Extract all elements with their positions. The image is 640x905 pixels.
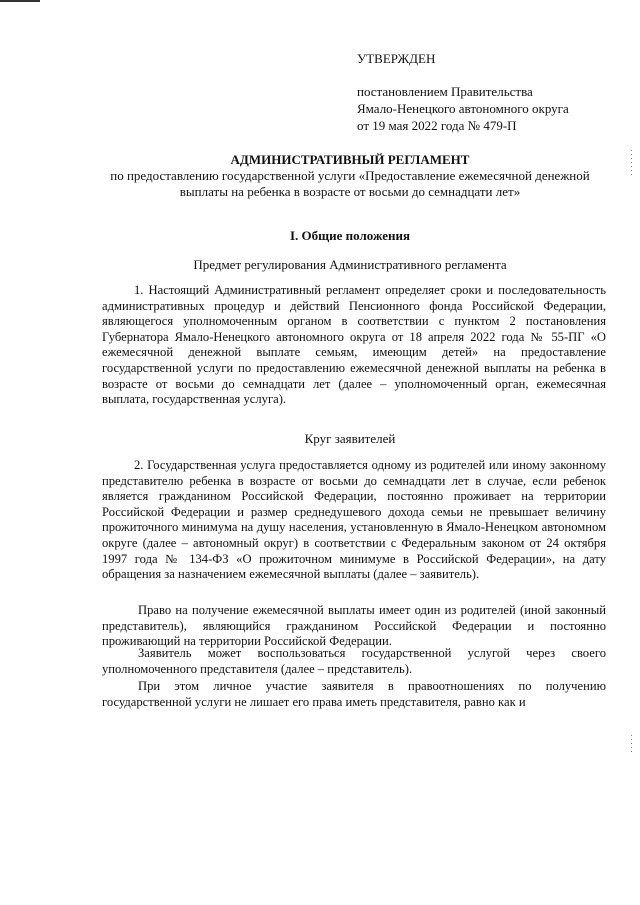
approval-line-3: от 19 мая 2022 года № 479-П bbox=[357, 118, 517, 133]
document-title: АДМИНИСТРАТИВНЫЙ РЕГЛАМЕНТ bbox=[230, 152, 470, 167]
scan-artifact-mark bbox=[0, 0, 40, 2]
section-heading: I. Общие положения bbox=[290, 228, 410, 243]
scan-edge-dots bbox=[631, 735, 632, 753]
paragraph-4: Заявитель может воспользоваться государственной услугой через своего уполномоченного представителя (далее – представитель). bbox=[102, 646, 606, 676]
paragraph-2: 2. Государственная услуга предоставляется одному из родителей или иному законному представителю ребенка в возрасте от восьми до семнадцати лет в случае, если ребенок является гражданином Российской Федерации, постоянно проживает на территории Российской Федерации и размер среднедушевого дохода семьи не превышает величину прожиточного минимума на душу населения, установленную в Ямало-Ненецком автономном округе (далее – автономный округ) в соответствии с Федеральным законом от 24 октября 1997 года № 134-ФЗ «О прожиточном минимуме в Российской Федерации», на дату обращения за назначением ежемесячной выплаты (далее – заявитель). bbox=[102, 458, 606, 582]
paragraph-5: При этом личное участие заявителя в правоотношениях по получению государственной услуги не лишает его права иметь представителя, равно как и bbox=[102, 679, 606, 709]
paragraph-1: 1. Настоящий Административный регламент определяет сроки и последовательность административных процедур и действий Пенсионного фонда Российской Федерации, являющегося уполномоченным органом в соответствии с пунктом 2 постановления Губернатора Ямало-Ненецкого автономного округа от 18 апреля 2022 года № 55-ПГ «О ежемесячной денежной выплате семьям, имеющим детей» на предоставление государственной услуги по предоставлению ежемесячной денежной выплаты на ребенка в возрасте от восьми до семнадцати лет (далее – уполномоченный орган, ежемесячная выплата, государственная услуга). bbox=[102, 283, 606, 407]
document-subtitle: по предоставлению государственной услуги «Предоставление ежемесячной денежной выплаты на ребенка в возрасте от восьми до семнадцати лет» bbox=[110, 168, 590, 199]
subsection-heading-applicants: Круг заявителей bbox=[304, 431, 396, 446]
approval-line-2: Ямало-Ненецкого автономного округа bbox=[357, 101, 569, 116]
document-title-block bbox=[100, 152, 600, 200]
paragraph-3: Право на получение ежемесячной выплаты имеет один из родителей (иной законный представитель), являющийся гражданином Российской Федерации и постоянно проживающий на территории Российской Федерации. bbox=[102, 603, 606, 649]
approval-line-1: постановлением Правительства bbox=[357, 84, 533, 99]
subsection-heading-subject: Предмет регулирования Административного регламента bbox=[193, 257, 507, 272]
scan-edge-dots bbox=[631, 150, 632, 175]
approval-label: УТВЕРЖДЕН bbox=[357, 51, 436, 66]
approval-stamp-block bbox=[357, 50, 569, 134]
